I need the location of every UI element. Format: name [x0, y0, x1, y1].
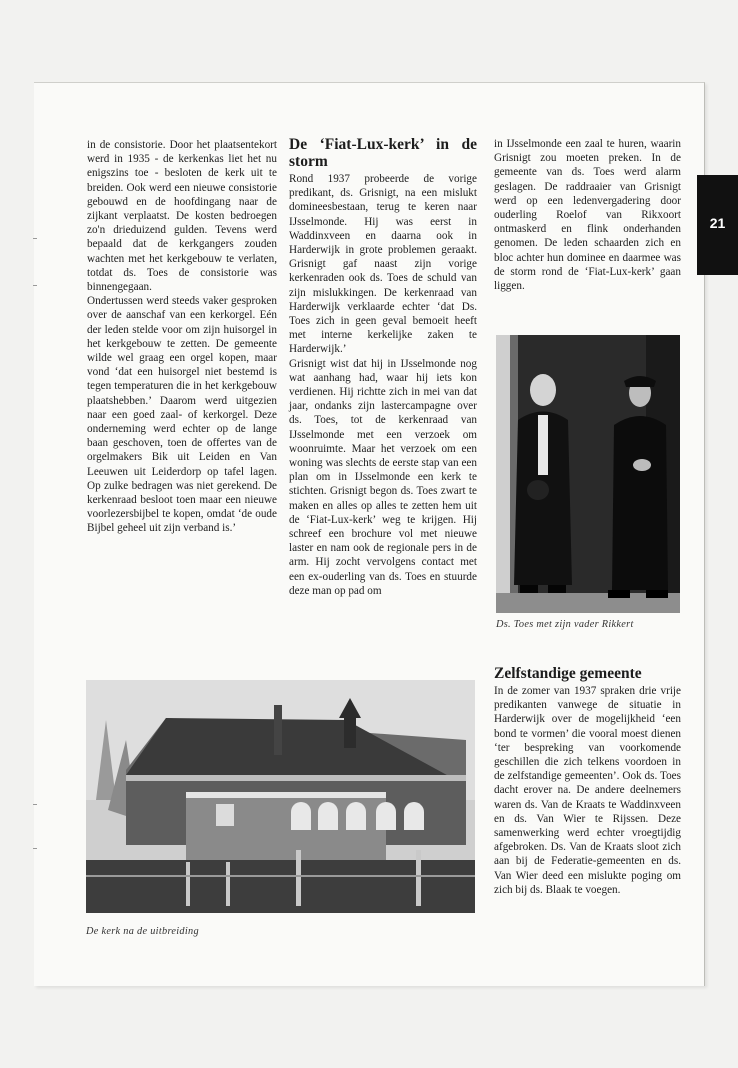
text-column-1 — [87, 138, 277, 536]
section-heading: Zelfstandige gemeente — [494, 665, 642, 682]
text-column-2 — [289, 136, 477, 598]
text-column-3-bottom — [494, 665, 681, 897]
section-heading: De ‘Fiat-Lux-kerk’ in de storm — [289, 136, 477, 170]
page-number-tab — [697, 175, 738, 275]
portrait-photo — [496, 335, 680, 613]
paragraph: in de consistorie. Door het plaatsentekort werd in 1935 - de kerkenkas liet het nu enigszins toe - besloten de kerk uit te breiden. Ook werd een nieuwe consistorie gebouwd en de hoofdingang naar de zijkant verplaatst. De kosten bedroegen zo'n drieduizend gulden. Tevens werd bepaald dat de kerkgangers zouden wachten met het kerkgebouw te verlaten, totdat ds. Toes de consistorie was binnengegaan. — [87, 139, 277, 294]
portrait-caption: Ds. Toes met zijn vader Rikkert — [496, 619, 634, 630]
margin-mark — [33, 848, 37, 849]
page-number: 21 — [709, 215, 726, 231]
paragraph: Ondertussen werd steeds vaker gesproken over de aanschaf van een kerkorgel. Eén der leden stelde voor om zijn huisorgel in het kerkgebouw te zetten. De gemeente wilde wel graag een orgel kopen, maar vond ‘dat een huisorgel niet bestemd is tegen temperaturen die in het kerkgebouw plaatshebben.’ Daarom werd uitgezien naar een goed zaal- of kerkorgel. Deze onderneming werd echter op de lange baan geschoven, toen de offertes van de orgelmakers Bik uit Leiden en Van Leeuwen uit Leiderdorp op tafel lagen. Op zulke bedragen was niet gerekend. De kerkenraad besloot toen maar een nieuwe voorlezersbijbel te kopen, omdat ‘de oude Bijbel geheel uit zijn verband is.’ — [87, 295, 277, 535]
margin-mark — [33, 238, 37, 239]
text-column-3 — [494, 137, 681, 293]
margin-mark — [33, 285, 37, 286]
paragraph: Rond 1937 probeerde de vorige predikant, ds. Grisnigt, na een mislukt domineesbestaan, terug te keren naar IJsselmonde. Hij was eerst in Waddinxveen en daarna ook in Harderwijk in grote problemen geraakt. Grisnigt gaf naast zijn vorige kerkenraden ook ds. Toes de schuld van zijn mislukkingen. De kerkenraad van Harderwijk verklaarde echter ‘dat Ds. Toes zich in geen geval bemoeit heeft met interne kerkelijke zaken te Harderwijk.’ — [289, 173, 477, 356]
margin-mark — [33, 804, 37, 805]
paragraph: in IJsselmonde een zaal te huren, waarin Grisnigt zou moeten preken. In de gemeente van ds. Toes werd alarm geslagen. De raddraaier van Grisnigt werd op een ledenvergadering door ouderling Roelof van Rikxoort ontmaskerd en flink onderhanden genomen. De leden schaarden zich en bloc achter hun dominee en daarmee was de storm rond de ‘Fiat-Lux-kerk’ gaan liggen. — [494, 138, 681, 293]
church-photo — [86, 680, 475, 913]
paragraph: In de zomer van 1937 spraken drie vrije predikanten vanwege de situatie in Harderwijk over de mogelijkheid ‘een bond te vormen’ die vooral moest dienen ‘ter bespreking van voorkomende geschillen die zich telkens voordoen in de zelfstandige gemeenten’. Ook ds. Toes dacht erover na. De andere deelnemers waren ds. Van de Kraats te Waddinxveen en ds. Van Wier te Rijssen. Deze samenwerking werd echter vroegtijdig afgebroken. Ds. Van de Kraats sloot zich aan bij de Federatie-gemeenten en ds. Van Wier deed een mislukte poging om zich bij ds. Blaak te voegen. — [494, 685, 681, 896]
church-caption: De kerk na de uitbreiding — [86, 926, 199, 937]
paragraph: Grisnigt wist dat hij in IJsselmonde nog wat aanhang had, waar hij iets kon verdienen. Hij richtte zich in mei van dat jaar, ondanks zijn lastercampagne over ds. Toes, tot de kerkenraad van IJsselmonde met een verzoek om woonruimte. Maar het verzoek om een woning was slechts de eerste stap van een plan om in IJsselmonde een kerk te stichten. Grisnigt begon ds. Toes zwart te maken en alles op alles te zetten hem uit de ‘Fiat-Lux-kerk’ weg te krijgen. Hij schreef een brochure vol met nieuwe laster en nam ook de regionale pers in de arm. Hij zocht vervolgens contact met een ex-ouderling van ds. Toes en stuurde deze man op pad om — [289, 357, 477, 597]
